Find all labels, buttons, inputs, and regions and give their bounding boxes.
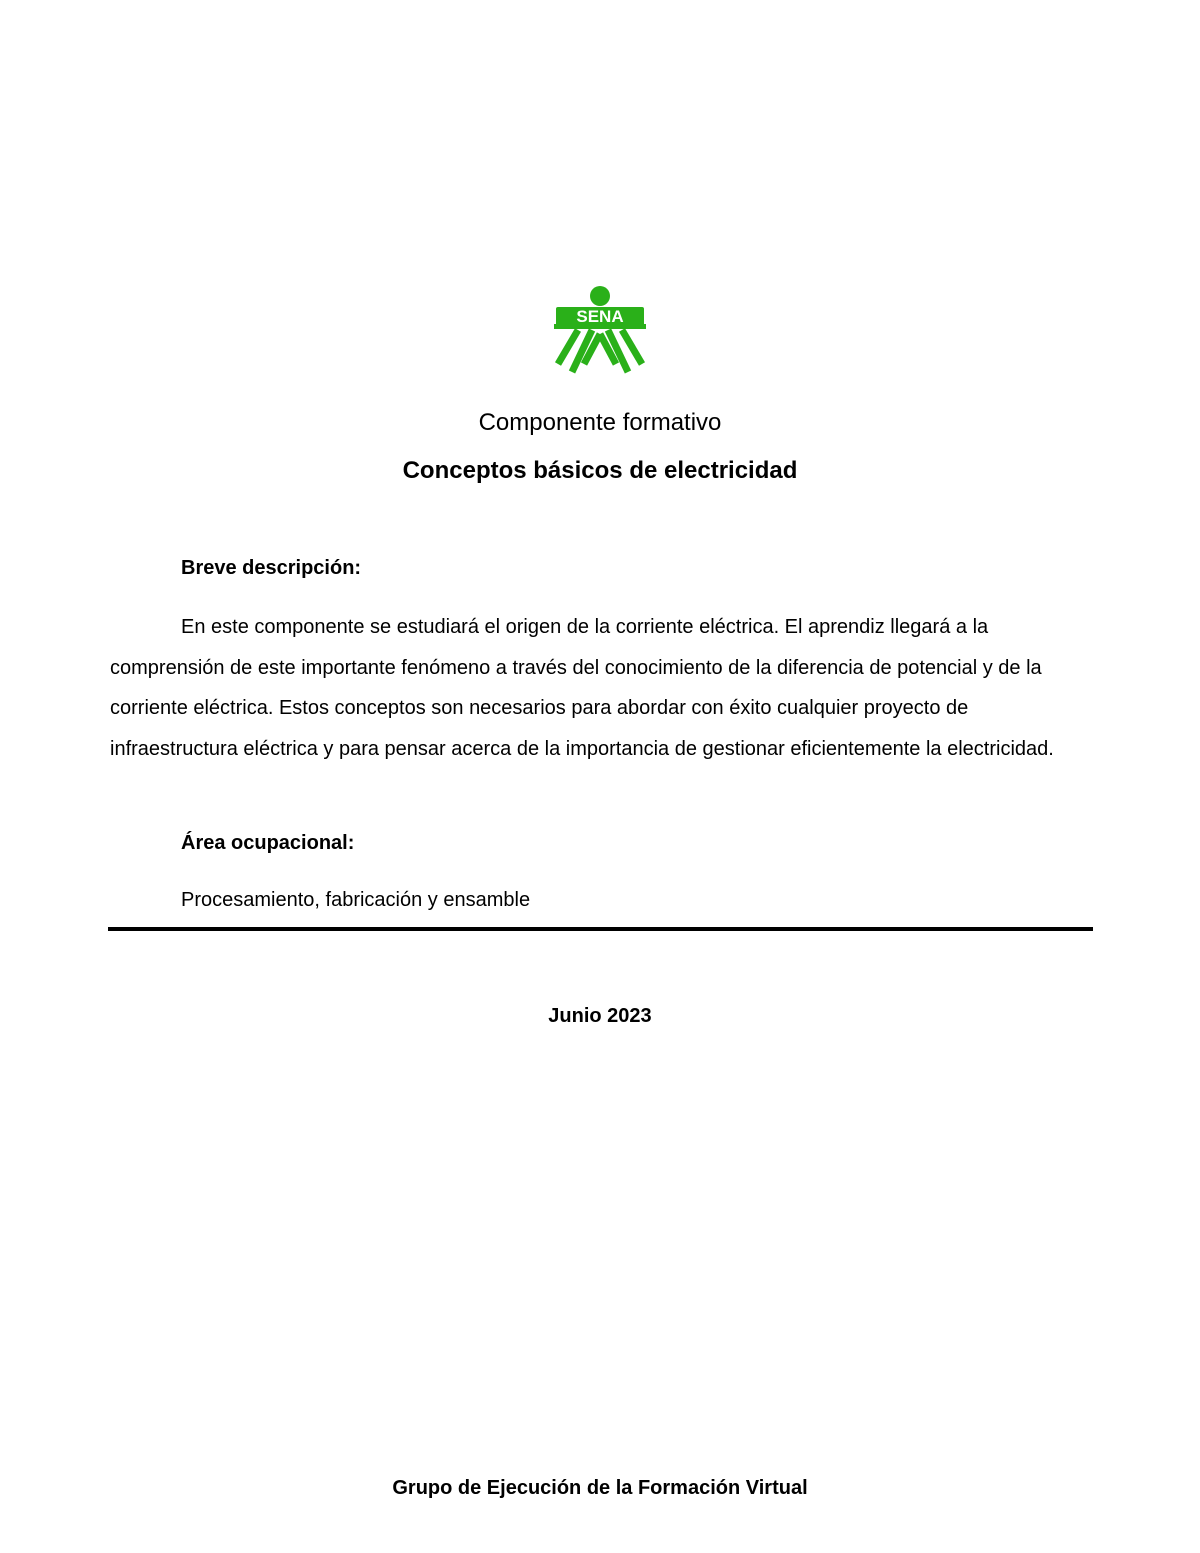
occupational-area-value: Procesamiento, fabricación y ensamble bbox=[181, 889, 531, 911]
occupational-area-label: Área ocupacional: bbox=[181, 832, 355, 854]
footer-group-name: Grupo de Ejecución de la Formación Virtual bbox=[392, 1477, 808, 1499]
component-subtitle: Componente formativo bbox=[478, 409, 722, 436]
horizontal-rule bbox=[108, 927, 1093, 931]
publication-date: Junio 2023 bbox=[548, 1005, 652, 1027]
description-text: En este componente se estudiará el origen de la corriente eléctrica. El aprendiz llegará a la comprensión de este importante fenómeno a través del conocimiento de la diferencia de potencial y de la corriente eléctrica. Estos conceptos son necesarios para abordar con éxito cualquier proyecto de infraestructura eléctrica y para pensar acerca de la importancia de gestionar eficientemente la electricidad. bbox=[110, 616, 1054, 760]
sena-logo-icon bbox=[550, 284, 650, 376]
description-label: Breve descripción: bbox=[181, 557, 362, 579]
sena-logo bbox=[550, 284, 650, 376]
sena-logo-text: SENA bbox=[576, 307, 624, 326]
component-title: Conceptos básicos de electricidad bbox=[402, 457, 798, 484]
